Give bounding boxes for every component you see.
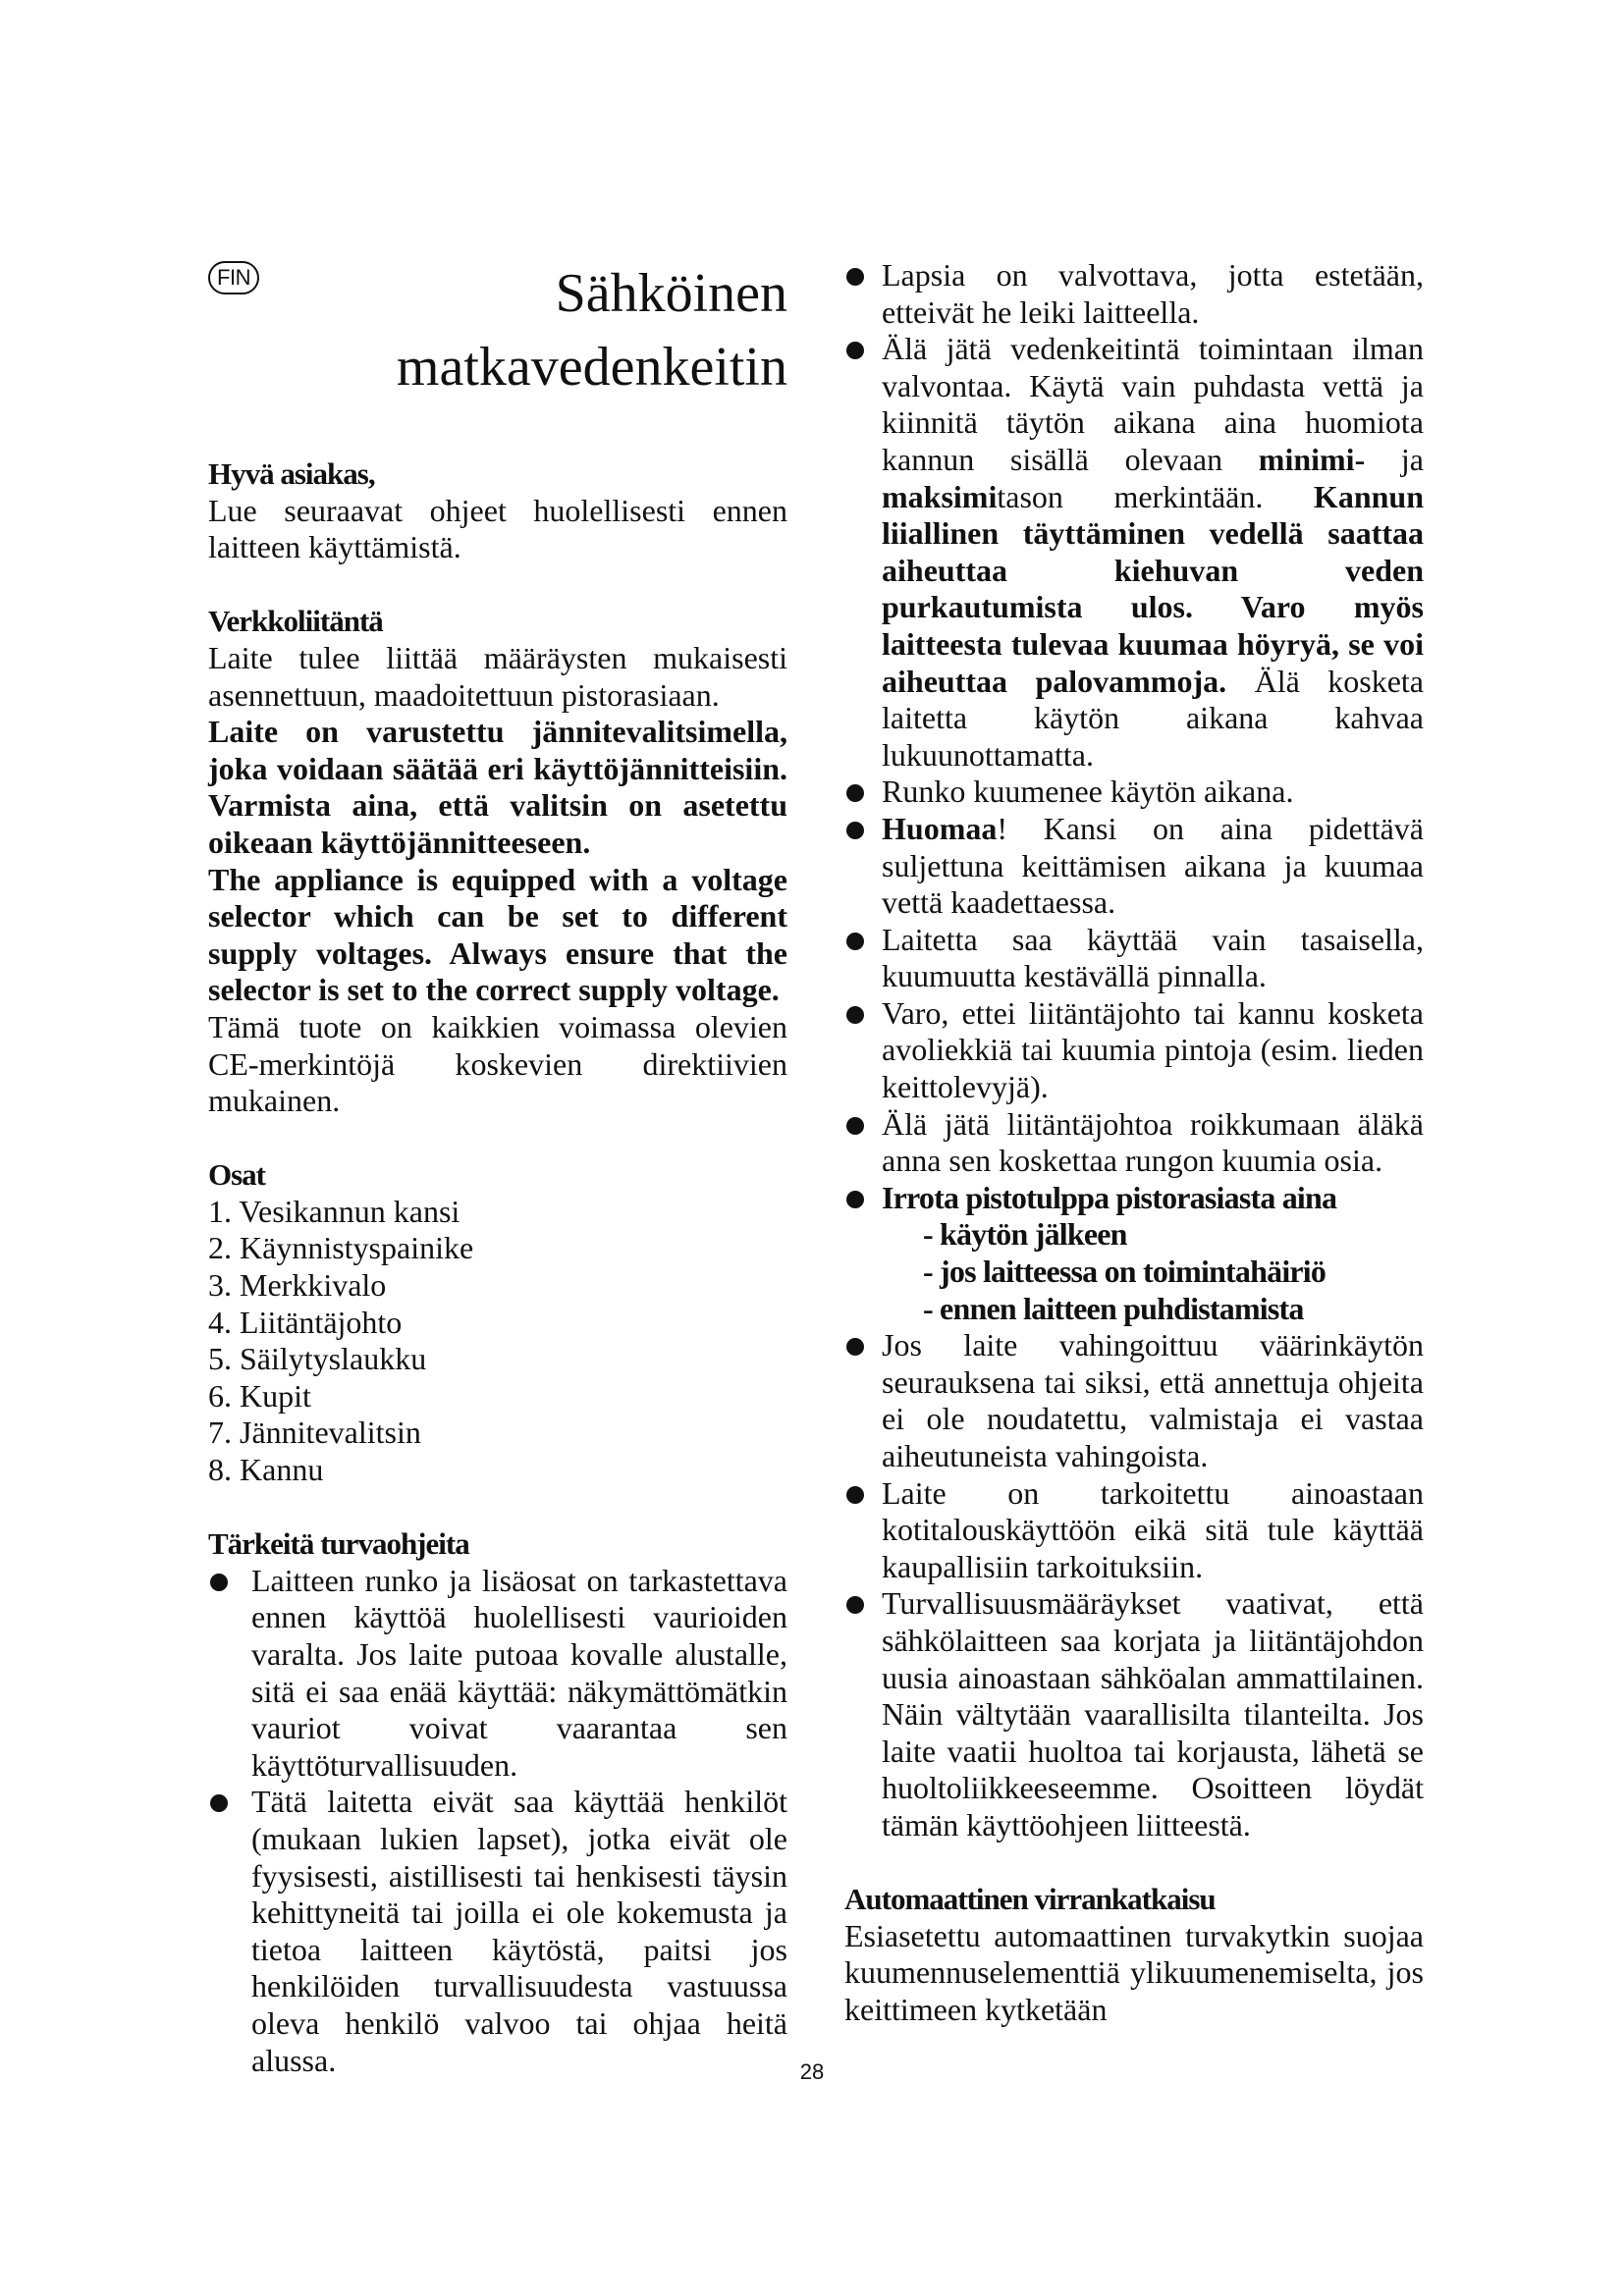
voltage-selector-note-fi: Laite on varustettu jännitevalitsimella, joka voidaan säätää eri käyttöjännitteisiin. Varmista aina, että valitsin on asetettu oikeaan käyttöjännitteeseen. — [208, 714, 787, 860]
text-segment: Irrota pistotulppa pistorasiasta aina — [882, 1179, 1337, 1215]
title-line-1: Sähköinen — [555, 263, 787, 324]
connection-heading: Verkkoliitäntä — [208, 604, 383, 639]
list-item: 5. Säilytyslaukku — [208, 1341, 427, 1377]
parts-list — [208, 1194, 787, 1489]
list-item: 1. Vesikannun kansi — [208, 1193, 460, 1229]
list-item — [844, 811, 1424, 922]
list-item: 6. Kupit — [208, 1377, 311, 1414]
list-item: 8. Kannu — [208, 1452, 324, 1488]
list-item: Laitteen runko ja lisäosat on tarkastettava ennen käyttöä huolellisesti vaurioiden varalta. Jos laite putoaa kovalle alustalle, sitä ei saa enää käyttää: näkymättömätkin vauriot voivat vaarantaa sen käyttöturvallisuuden. — [208, 1563, 787, 1785]
list-item: Älä jätä liitäntäjohtoa roikkumaan äläkä anna sen koskettaa rungon kuumia osia. — [844, 1106, 1424, 1180]
list-item — [844, 1180, 1424, 1327]
parts-heading: Osat — [208, 1157, 265, 1193]
list-item — [844, 331, 1424, 774]
text-segment: maksimi — [882, 478, 998, 514]
intro-text: Lue seuraavat ohjeet huolellisesti ennen laitteen käyttämistä. — [208, 492, 787, 565]
text-segment: Huomaa — [882, 810, 998, 846]
text-segment: Älä jätä vedenkeitintä toimintaan ilman valvontaa. Käytä vain puhdasta vettä ja kiinnitä täytön aikana aina huomiota kannun sisällä olevaan — [882, 331, 1424, 477]
language-badge: FIN — [208, 261, 259, 294]
list-item: Varo, ettei liitäntäjohto tai kannu kosketa avoliekkiä tai kuumia pintoja (esim. lieden keittolevyjä). — [844, 995, 1424, 1106]
text-segment: minimi- — [1258, 441, 1366, 477]
text-segment: ! Kansi on aina pidettävä suljettuna keittämisen aikana ja kuumaa vettä kaadettaessa. — [882, 810, 1424, 921]
text-segment: tason merkintään. — [997, 478, 1314, 514]
unplug-conditions-list — [882, 1216, 1424, 1327]
list-item: 3. Merkkivalo — [208, 1267, 387, 1304]
list-item: Tätä laitetta eivät saa käyttää henkilöt (mukaan lukien lapset), jotka eivät ole fyysisesti, aistillisesti tai henkisesti täysin kehittyneitä tai joilla ei ole kokemusta ja tietoa laitteen käytöstä, paitsi jos henkilöiden turvallisuudesta vastuussa oleva henkilö valvoo tai ohjaa heitä alussa. — [208, 1784, 787, 2079]
text-segment: Kannun liiallinen täyttäminen vedellä saattaa aiheuttaa kiehuvan veden purkautumista ulos. Varo myös laitteesta tulevaa kuumaa höyryä, se voi aiheuttaa palovammoja. — [882, 478, 1424, 699]
text-segment: ja — [1365, 441, 1425, 477]
list-item: Laite on tarkoitettu ainoastaan kotitalouskäyttöön eikä sitä tule käyttää kaupallisiin tarkoituksiin. — [844, 1475, 1424, 1586]
auto-off-heading: Automaattinen virrankatkaisu — [844, 1882, 1216, 1917]
intro-heading: Hyvä asiakas, — [208, 456, 375, 491]
right-column — [844, 257, 1424, 2029]
safety-list-right — [844, 257, 1424, 1844]
left-column — [208, 257, 787, 2079]
page-title — [397, 257, 787, 404]
list-item: - käytön jälkeen — [923, 1216, 1127, 1253]
ce-compliance-text: Tämä tuote on kaikkien voimassa olevien CE-merkintöjä koskevien direktiivien mukainen. — [208, 1008, 787, 1119]
list-item: Jos laite vahingoittuu väärinkäytön seurauksena tai siksi, että annettuja ohjeita ei ole noudatettu, valmistaja ei vastaa aiheutuneista vahingoista. — [844, 1327, 1424, 1474]
safety-heading: Tärkeitä turvaohjeita — [208, 1526, 469, 1562]
title-line-2: matkavedenkeitin — [396, 337, 787, 398]
list-item: Runko kuumenee käytön aikana. — [844, 774, 1424, 811]
list-item: Laitetta saa käyttää vain tasaisella, kuumuutta kestävällä pinnalla. — [844, 922, 1424, 995]
list-item: - ennen laitteen puhdistamista — [923, 1290, 1304, 1326]
list-item: Turvallisuusmääräykset vaativat, että sähkölaitteen saa korjata ja liitäntäjohdon uusia ainoastaan sähköalan ammattilainen. Näin vältytään vaarallisilta tilanteilta. Jos laite vaatii huoltoa tai korjausta, lähetä se huoltoliikkeeseemme. Osoitteen löydät tämän käyttöohjeen liitteestä. — [844, 1585, 1424, 1843]
list-item: 4. Liitäntäjohto — [208, 1304, 403, 1340]
voltage-selector-note-en: The appliance is equipped with a voltage selector which can be set to different supply voltages. Always ensure that the selector is set to the correct supply voltage. — [208, 861, 787, 1008]
page-number: 28 — [799, 2059, 825, 2084]
text-segment: Älä kosketa laitetta käytön aikana kahvaa lukuunottamatta. — [882, 663, 1425, 773]
list-item: Lapsia on valvottava, jotta estetään, etteivät he leiki laitteella. — [844, 257, 1424, 331]
connection-text: Laite tulee liittää määräysten mukaisesti asennettuun, maadoitettuun pistorasiaan. — [208, 639, 787, 713]
list-item: 2. Käynnistyspainike — [208, 1230, 474, 1266]
list-item: - jos laitteessa on toimintahäiriö — [923, 1254, 1326, 1290]
header — [208, 257, 787, 414]
list-item: 7. Jännitevalitsin — [208, 1415, 421, 1451]
auto-off-text: Esiasetettu automaattinen turvakytkin suojaa kuumennuselementtiä ylikuumenemiselta, jos keittimeen kytketään — [844, 1917, 1424, 2027]
safety-list-left — [208, 1563, 787, 2079]
